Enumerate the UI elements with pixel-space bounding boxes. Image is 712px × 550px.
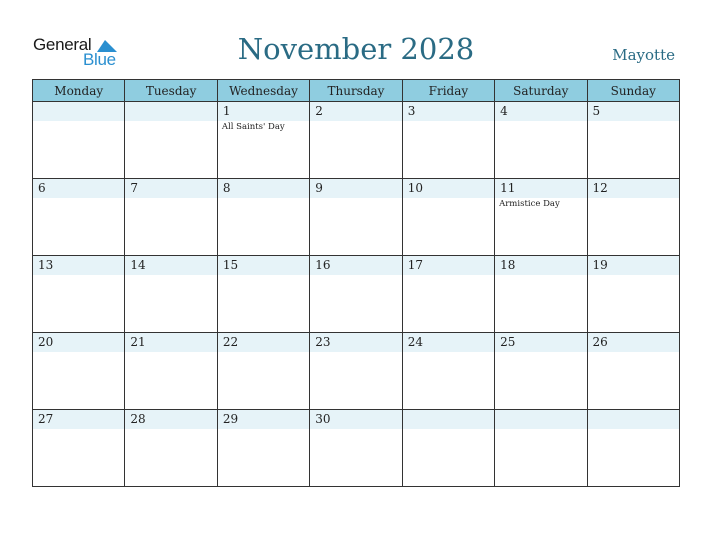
- day-number-band: [310, 256, 401, 275]
- day-number-band: [403, 179, 494, 198]
- day-number: 19: [592, 258, 608, 272]
- day-cell: [217, 333, 309, 410]
- day-cell: [310, 102, 402, 179]
- weekday-header: Wednesday: [217, 80, 309, 102]
- region-label: Mayotte: [612, 46, 675, 64]
- day-cell: [33, 102, 125, 179]
- day-number-band: [495, 256, 586, 275]
- day-cell: [310, 179, 402, 256]
- day-number-band: [588, 102, 679, 121]
- day-cell: [402, 410, 494, 487]
- day-number: 16: [315, 258, 331, 272]
- day-cell: [402, 102, 494, 179]
- day-cell: [125, 333, 217, 410]
- day-number: 20: [38, 335, 54, 349]
- day-number-band: [588, 179, 679, 198]
- day-number-band: [403, 256, 494, 275]
- day-cell: [217, 179, 309, 256]
- day-number-band: [495, 410, 586, 429]
- day-number-band: [495, 102, 586, 121]
- day-number-band: [125, 410, 216, 429]
- day-cell: [310, 410, 402, 487]
- holiday-label: All Saints' Day: [221, 122, 285, 132]
- day-number: 3: [407, 104, 416, 118]
- day-number-band: [125, 256, 216, 275]
- day-cell: [587, 256, 679, 333]
- day-cell: [587, 333, 679, 410]
- week-row: [33, 410, 680, 487]
- day-cell: [125, 410, 217, 487]
- day-number: 10: [407, 181, 423, 195]
- day-cell: [402, 256, 494, 333]
- day-number: 22: [222, 335, 239, 349]
- day-cell: [125, 179, 217, 256]
- day-cell: [495, 179, 587, 256]
- week-row: [33, 102, 680, 179]
- day-number: 8: [222, 181, 231, 195]
- day-cell: [217, 410, 309, 487]
- weekday-header: Saturday: [495, 80, 587, 102]
- day-number: 29: [222, 412, 239, 426]
- day-number: 26: [592, 335, 608, 349]
- day-cell: [587, 102, 679, 179]
- day-number: 27: [38, 412, 54, 426]
- day-cell: [587, 179, 679, 256]
- logo-blue-text: Blue: [83, 50, 116, 69]
- day-number: 24: [407, 335, 423, 349]
- day-number: 21: [130, 335, 146, 349]
- day-number-band: [588, 256, 679, 275]
- day-cell: [495, 256, 587, 333]
- day-cell: [33, 179, 125, 256]
- day-number-band: [33, 333, 124, 352]
- week-row: [33, 333, 680, 410]
- day-cell: [217, 256, 309, 333]
- day-cell: [495, 333, 587, 410]
- day-number-band: [33, 179, 124, 198]
- day-number-band: [588, 410, 679, 429]
- day-number-band: [125, 333, 216, 352]
- day-number-band: [403, 102, 494, 121]
- day-cell: [402, 333, 494, 410]
- day-number-band: [218, 333, 309, 352]
- weekday-header: Tuesday: [125, 80, 217, 102]
- weekday-header: Sunday: [587, 80, 679, 102]
- day-cell: [125, 102, 217, 179]
- day-cell: [125, 256, 217, 333]
- day-number: 28: [130, 412, 146, 426]
- day-number: 6: [38, 181, 46, 195]
- weekday-header-row: [33, 80, 680, 102]
- holiday-label: Armistice Day: [499, 199, 560, 209]
- day-number: 1: [222, 104, 231, 118]
- day-number-band: [310, 179, 401, 198]
- day-number: 7: [130, 181, 139, 195]
- day-cell: [402, 179, 494, 256]
- day-cell: [495, 102, 587, 179]
- day-number: 23: [315, 335, 331, 349]
- weekday-header: Monday: [33, 80, 125, 102]
- day-number: 4: [500, 104, 508, 118]
- week-row: [33, 179, 680, 256]
- day-number-band: [218, 179, 309, 198]
- day-number-band: [403, 410, 494, 429]
- day-number: 18: [500, 258, 516, 272]
- day-number: 25: [500, 335, 516, 349]
- day-number-band: [310, 333, 401, 352]
- day-number-band: [310, 410, 401, 429]
- day-number-band: [33, 102, 124, 121]
- day-number-band: [495, 333, 586, 352]
- day-number-band: [588, 333, 679, 352]
- day-number-band: [218, 102, 309, 121]
- day-number: 17: [407, 258, 423, 272]
- day-cell: [310, 256, 402, 333]
- day-number: 2: [315, 104, 323, 118]
- day-number: 13: [38, 258, 54, 272]
- day-number-band: [495, 179, 586, 198]
- day-cell: [495, 410, 587, 487]
- day-number-band: [33, 410, 124, 429]
- calendar-grid: [32, 79, 680, 487]
- weekday-header: Friday: [402, 80, 494, 102]
- day-number-band: [403, 333, 494, 352]
- day-number-band: [125, 102, 216, 121]
- day-number: 11: [500, 181, 516, 195]
- day-number: 12: [592, 181, 608, 195]
- week-row: [33, 256, 680, 333]
- day-number: 9: [315, 181, 323, 195]
- day-number-band: [33, 256, 124, 275]
- day-number-band: [310, 102, 401, 121]
- day-number: 14: [130, 258, 146, 272]
- day-number-band: [218, 410, 309, 429]
- day-number: 5: [592, 104, 601, 118]
- logo-general-text: General: [33, 35, 92, 54]
- day-cell: [587, 410, 679, 487]
- day-cell: [217, 102, 309, 179]
- day-cell: [33, 333, 125, 410]
- day-cell: [33, 410, 125, 487]
- day-number: 15: [222, 258, 239, 272]
- day-number: 30: [315, 412, 331, 426]
- day-cell: [310, 333, 402, 410]
- day-cell: [33, 256, 125, 333]
- day-number-band: [125, 179, 216, 198]
- calendar-title: November 2028: [237, 32, 475, 66]
- day-number-band: [218, 256, 309, 275]
- weekday-header: Thursday: [310, 80, 402, 102]
